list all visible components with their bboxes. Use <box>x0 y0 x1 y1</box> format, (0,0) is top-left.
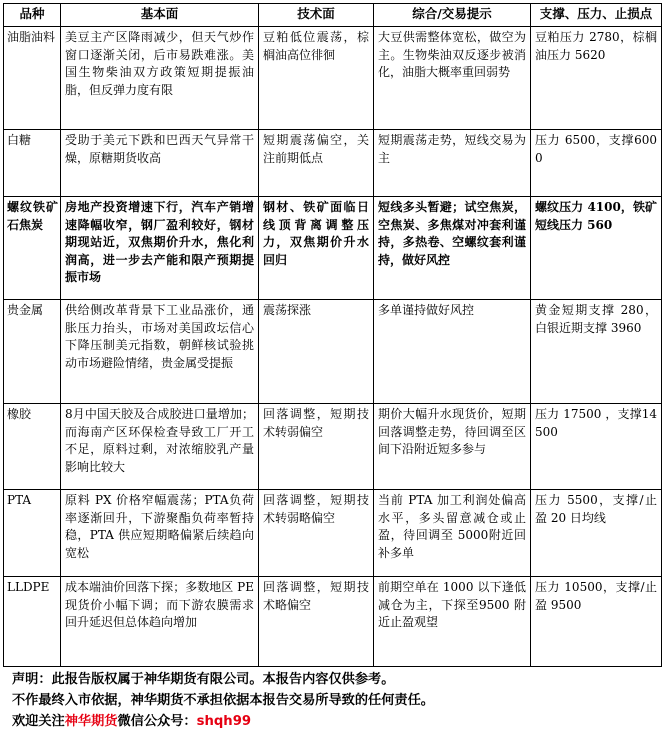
cell-product: 贵金属 <box>4 300 61 404</box>
cell-levels: 压力 6500，支撑6000 <box>531 130 662 197</box>
cell-product: 白糖 <box>4 130 61 197</box>
cell-fundamentals: 原料 PX 价格窄幅震荡；PTA负荷率逐渐回升，下游聚酯负荷率暂持稳，PTA 供应短期略偏紧后续趋向宽松 <box>61 490 259 577</box>
wechat-follow-line <box>12 711 661 732</box>
cell-levels: 压力 10500，支撑/止盈 9500 <box>531 577 662 667</box>
cell-fundamentals: 成本端油价回落下探；多数地区 PE 现货价小幅下调；而下游农膜需求回升延迟但总体趋向增加 <box>61 577 259 667</box>
cell-fundamentals: 房地产投资增速下行，汽车产销增速降幅收窄，钢厂盈利较好，钢材期现站近，双焦期价升水，焦化利润高，进一步去产能和限产预期提振市场 <box>61 197 259 300</box>
cell-summary: 短线多头暂避；试空焦炭，空焦炭、多焦煤对冲套利谨持，多热卷、空螺纹套利谨持，做好风控 <box>374 197 531 300</box>
wechat-id: shqh99 <box>196 714 252 729</box>
cell-levels: 压力 17500 ，支撑14500 <box>531 404 662 490</box>
table-row <box>4 300 662 404</box>
report-container <box>3 3 661 732</box>
follow-mid: 微信公众号： <box>117 714 197 729</box>
cell-technical: 回落调整，短期技术转弱偏空 <box>259 404 374 490</box>
brand-name: 神华期货 <box>64 714 118 729</box>
cell-summary: 多单谨持做好风控 <box>374 300 531 404</box>
cell-levels: 豆粕压力 2780，棕榈油压力 5620 <box>531 27 662 130</box>
table-row <box>4 27 662 130</box>
disclaimer-line-1: 声明：此报告版权属于神华期货有限公司。本报告内容仅供参考。 <box>12 672 395 687</box>
cell-fundamentals: 美豆主产区降雨减少，但天气炒作窗口逐渐关闭，后市易跌难涨。美国生物柴油双方政策短期提振油脂，但反弹力度有限 <box>61 27 259 130</box>
cell-technical: 钢材、铁矿面临日线顶背离调整压力，双焦期价升水回归 <box>259 197 374 300</box>
header-levels: 支撑、压力、止损点 <box>531 4 662 27</box>
cell-summary: 前期空单在 1000 以下逢低减仓为主，下探至9500 附近止盈观望 <box>374 577 531 667</box>
table-row <box>4 130 662 197</box>
cell-summary: 期价大幅升水现货价，短期回落调整走势，待回调至区间下沿附近短多参与 <box>374 404 531 490</box>
cell-levels: 压力 5500，支撑/止盈 20 日均线 <box>531 490 662 577</box>
follow-prefix: 欢迎关注 <box>12 714 65 729</box>
cell-levels: 黄金短期支撑 280，白银近期支撑 3960 <box>531 300 662 404</box>
market-summary-table <box>3 3 662 667</box>
table-header-row <box>4 4 662 27</box>
cell-product: PTA <box>4 490 61 577</box>
cell-technical: 震荡探涨 <box>259 300 374 404</box>
cell-product: LLDPE <box>4 577 61 667</box>
cell-summary: 当前 PTA 加工利润处偏高水平，多头留意减仓或止盈，待回调至 5000附近回补多单 <box>374 490 531 577</box>
cell-product: 橡胶 <box>4 404 61 490</box>
table-row <box>4 197 662 300</box>
table-row <box>4 577 662 667</box>
cell-product: 油脂油料 <box>4 27 61 130</box>
cell-summary: 大豆供需整体宽松，做空为主。生物柴油双反逐步被消化，油脂大概率重回弱势 <box>374 27 531 130</box>
header-product: 品种 <box>4 4 61 27</box>
header-summary: 综合/交易提示 <box>374 4 531 27</box>
cell-summary: 短期震荡走势，短线交易为主 <box>374 130 531 197</box>
cell-fundamentals: 受助于美元下跌和巴西天气异常干燥，原糖期货收高 <box>61 130 259 197</box>
table-row <box>4 490 662 577</box>
cell-technical: 回落调整，短期技术略偏空 <box>259 577 374 667</box>
header-technical: 技术面 <box>259 4 374 27</box>
disclaimer-footer <box>3 669 661 732</box>
cell-technical: 豆粕低位震荡，棕榈油高位徘徊 <box>259 27 374 130</box>
cell-product: 螺纹铁矿石焦炭 <box>4 197 61 300</box>
cell-technical: 回落调整，短期技术转弱略偏空 <box>259 490 374 577</box>
cell-fundamentals: 供给侧改革背景下工业品涨价，通胀压力抬头，市场对美国政坛信心下降压制美元指数，朝鲜核试验挑动市场避险情绪，贵金属受提振 <box>61 300 259 404</box>
cell-fundamentals: 8月中国天胶及合成胶进口量增加；而海南产区环保检查导致工厂开工不足，原料过剩，对浓缩胶乳产量影响比较大 <box>61 404 259 490</box>
cell-technical: 短期震荡偏空，关注前期低点 <box>259 130 374 197</box>
table-row <box>4 404 662 490</box>
header-fundamentals: 基本面 <box>61 4 259 27</box>
cell-levels: 螺纹压力 4100，铁矿短线压力 560 <box>531 197 662 300</box>
disclaimer-line-2: 不作最终入市依据，神华期货不承担依据本报告交易所导致的任何责任。 <box>12 693 434 708</box>
